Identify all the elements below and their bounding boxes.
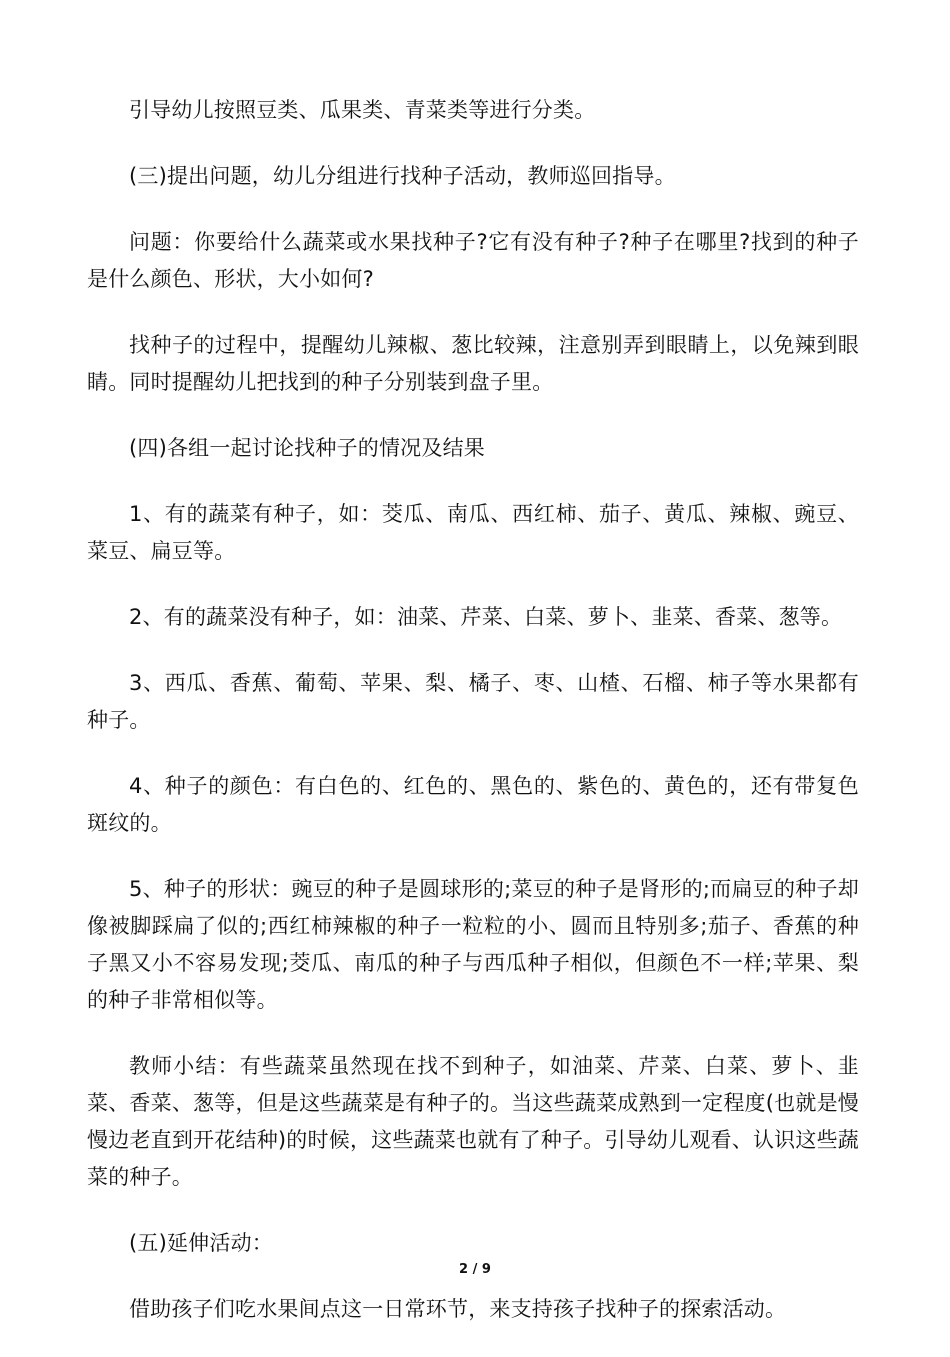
paragraph-extension: 借助孩子们吃水果间点这一日常环节，来支持孩子找种子的探索活动。 [129, 1297, 787, 1321]
paragraph-section-five: (五)延伸活动： [129, 1231, 273, 1255]
paragraph-section-four: (四)各组一起讨论找种子的情况及结果 [129, 436, 485, 460]
paragraph-questions: 问题：你要给什么蔬菜或水果找种子?它有没有种子?种子在哪里?找到的种子是什么颜色、形状，大小如何? [87, 230, 859, 291]
paragraph-classification: 引导幼儿按照豆类、瓜果类、青菜类等进行分类。 [129, 98, 596, 122]
paragraph-item-5: 5、种子的形状：豌豆的种子是圆球形的;菜豆的种子是肾形的;而扁豆的种子却像被脚踩扁了似的;西红柿辣椒的种子一粒粒的小、圆而且特别多;茄子、香蕉的种子黑又小不容易发现;茭瓜、南瓜的种子与西瓜种子相似，但颜色不一样;苹果、梨的种子非常相似等。 [87, 877, 859, 1012]
paragraph-safety-reminder: 找种子的过程中，提醒幼儿辣椒、葱比较辣，注意别弄到眼睛上，以免辣到眼睛。同时提醒幼儿把找到的种子分别装到盘子里。 [87, 333, 859, 394]
paragraph-item-3: 3、西瓜、香蕉、葡萄、苹果、梨、橘子、枣、山楂、石榴、柿子等水果都有种子。 [87, 671, 859, 732]
paragraph-item-2: 2、有的蔬菜没有种子，如：油菜、芹菜、白菜、萝卜、韭菜、香菜、葱等。 [129, 605, 843, 629]
paragraph-section-three: (三)提出问题，幼儿分组进行找种子活动，教师巡回指导。 [129, 164, 676, 188]
paragraph-teacher-summary: 教师小结：有些蔬菜虽然现在找不到种子，如油菜、芹菜、白菜、萝卜、韭菜、香菜、葱等，但是这些蔬菜是有种子的。当这些蔬菜成熟到一定程度(也就是慢慢边老直到开花结种)的时候，这些蔬菜也就有了种子。引导幼儿观看、认识这些蔬菜的种子。 [87, 1054, 859, 1189]
document-body [87, 92, 859, 1357]
page-number: 2 / 9 [459, 1262, 491, 1277]
paragraph-item-1: 1、有的蔬菜有种子，如：茭瓜、南瓜、西红柿、茄子、黄瓜、辣椒、豌豆、菜豆、扁豆等。 [87, 502, 859, 563]
paragraph-item-4: 4、种子的颜色：有白色的、红色的、黑色的、紫色的、黄色的，还有带复色斑纹的。 [87, 774, 859, 835]
